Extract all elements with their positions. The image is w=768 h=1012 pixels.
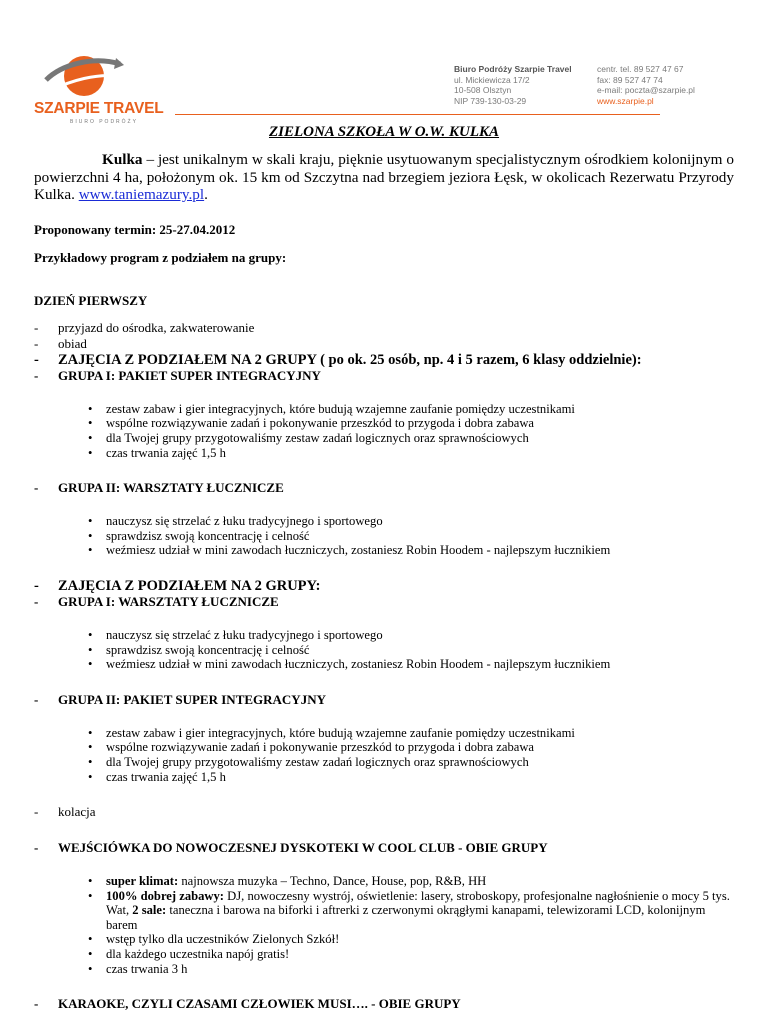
company-logo [34,50,164,126]
block1-group2-list [34,514,734,558]
contact-phone: centr. tel. 89 527 47 67 [597,64,684,74]
day-heading: DZIEŃ PIERWSZY [34,292,148,308]
company-street: ul. Mickiewicza 17/2 [454,74,530,85]
disco-item1-text: najnowsza muzyka – Techno, Dance, House, pop, R&B, HH [178,874,487,889]
website-link[interactable]: www.taniemazury.pl [78,186,205,204]
disco-section [34,840,734,856]
proposed-term: Proponowany termin: 25-27.04.2012 [34,221,236,237]
list-item [88,874,734,889]
list-item: • weźmiesz udział w mini zawodach łuczniczych, zostaniesz Robin Hoodem - najlepszym łucznikiem [88,543,734,558]
block1-heading: - ZAJĘCIA Z PODZIAŁEM NA 2 GRUPY ( po ok. 25 osób, np. 4 i 5 razem, 6 klasy oddzielnie): [34,352,734,368]
document-title: ZIELONA SZKOŁA W O.W. KULKA [268,124,500,140]
block2-group2-heading: - GRUPA II: PAKIET SUPER INTEGRACYJNY [34,692,734,708]
disco-item1-bold: super klimat: [106,874,179,889]
intro-place-name: Kulka [102,151,143,168]
list-item: • wstęp tylko dla uczestników Zielonych Szkół! [88,932,734,947]
company-nip: NIP 739-130-03-29 [454,95,527,106]
block1-group1-list [34,402,734,460]
document-body [34,124,734,1012]
list-item: • wspólne rozwiązywanie zadań i pokonywanie przeszkód to przygoda i dobra zabawa [88,416,734,431]
list-item: • czas trwania zajęć 1,5 h [88,770,734,785]
block2-group2-list [34,726,734,784]
list-item: • nauczysz się strzelać z łuku tradycyjnego i sportowego [88,514,734,529]
list-item: • zestaw zabaw i gier integracyjnych, które budują wzajemne zaufanie pomiędzy uczestnikami [88,402,734,417]
list-item: • dla każdego uczestnika napój gratis! [88,947,734,962]
company-address [454,64,572,106]
block1-group2-heading: - GRUPA II: WARSZTATY ŁUCZNICZE [34,480,734,496]
list-item: • weźmiesz udział w mini zawodach łuczniczych, zostaniesz Robin Hoodem - najlepszym łucznikiem [88,657,734,672]
block1-group1-heading: - GRUPA I: PAKIET SUPER INTEGRACYJNY [34,368,734,384]
list-item: • wspólne rozwiązywanie zadań i pokonywanie przeszkód to przygoda i dobra zabawa [88,740,734,755]
list-item: • nauczysz się strzelać z łuku tradycyjnego i sportowego [88,628,734,643]
logo-text: SZARPIE TRAVEL [34,100,164,117]
globe-swoosh-icon [42,50,124,102]
karaoke-section [34,996,734,1012]
block2-group2 [34,692,734,708]
disco-item2-bold2: 2 sale: [132,903,167,918]
list-item [88,889,734,933]
disco-item2-bold: 100% dobrej zabawy: [106,888,225,903]
arrival-list [34,320,734,384]
intro-text: – jest unikalnym w skali kraju, pięknie usytuowanym specjalistycznym ośrodkiem kolonijnym o powierzchni 4 ha, położonym ok. 15 km od Szczytna nad brzegiem jeziora Łęsk, w okolicach Rezerwatu Przyrody Kulka. [34,151,734,204]
supper-list [34,804,734,820]
intro-end: . [204,186,208,204]
disco-item2-text2: taneczna i barowa na biforki i aftrerki z czerwonymi okrągłymi kanapami, telewizorami LCD, kolonijnym barem [106,903,706,932]
letterhead [0,0,768,125]
list-item: • dla Twojej grupy przygotowaliśmy zestaw zadań logicznych oraz sprawnościowych [88,755,734,770]
list-item: • sprawdzisz swoją koncentrację i celność [88,643,734,658]
block2 [34,578,734,610]
list-item: • czas trwania 3 h [88,962,734,977]
block2-heading: - ZAJĘCIA Z PODZIAŁEM NA 2 GRUPY: [34,578,734,594]
header-divider [175,114,660,115]
list-item: - przyjazd do ośrodka, zakwaterowanie [34,320,734,336]
disco-list [34,874,734,976]
list-item: • dla Twojej grupy przygotowaliśmy zestaw zadań logicznych oraz sprawnościowych [88,431,734,446]
intro-paragraph [34,151,734,204]
list-item: • zestaw zabaw i gier integracyjnych, które budują wzajemne zaufanie pomiędzy uczestnikami [88,726,734,741]
disco-item2-text: DJ, nowoczesny wystrój, oświetlenie: lasery, stroboskopy, profesjonalne nagłośnienie o mocy 5 tys. Wat, [106,888,730,918]
company-city: 10-508 Olsztyn [454,85,512,96]
list-item: - kolacja [34,804,734,820]
list-item: - obiad [34,336,734,352]
programme-label: Przykładowy program z podziałem na grupy: [34,249,287,265]
block1-group2 [34,480,734,496]
block2-group1-heading: - GRUPA I: WARSZTATY ŁUCZNICZE [34,594,734,610]
company-name: Biuro Podróży Szarpie Travel [454,64,572,74]
list-item: • sprawdzisz swoją koncentrację i celność [88,529,734,544]
company-contact [597,64,695,106]
contact-email[interactable]: e-mail: poczta@szarpie.pl [597,85,695,96]
block2-group1-list [34,628,734,672]
disco-heading: - WEJŚCIÓWKA DO NOWOCZESNEJ DYSKOTEKI W COOL CLUB - OBIE GRUPY [34,840,734,856]
karaoke-heading: - KARAOKE, CZYLI CZASAMI CZŁOWIEK MUSI…. - OBIE GRUPY [34,996,734,1012]
contact-fax: fax: 89 527 47 74 [597,74,663,85]
logo-subtext: BIURO PODRÓŻY [70,119,138,125]
contact-website[interactable]: www.szarpie.pl [597,95,654,106]
list-item: • czas trwania zajęć 1,5 h [88,446,734,461]
